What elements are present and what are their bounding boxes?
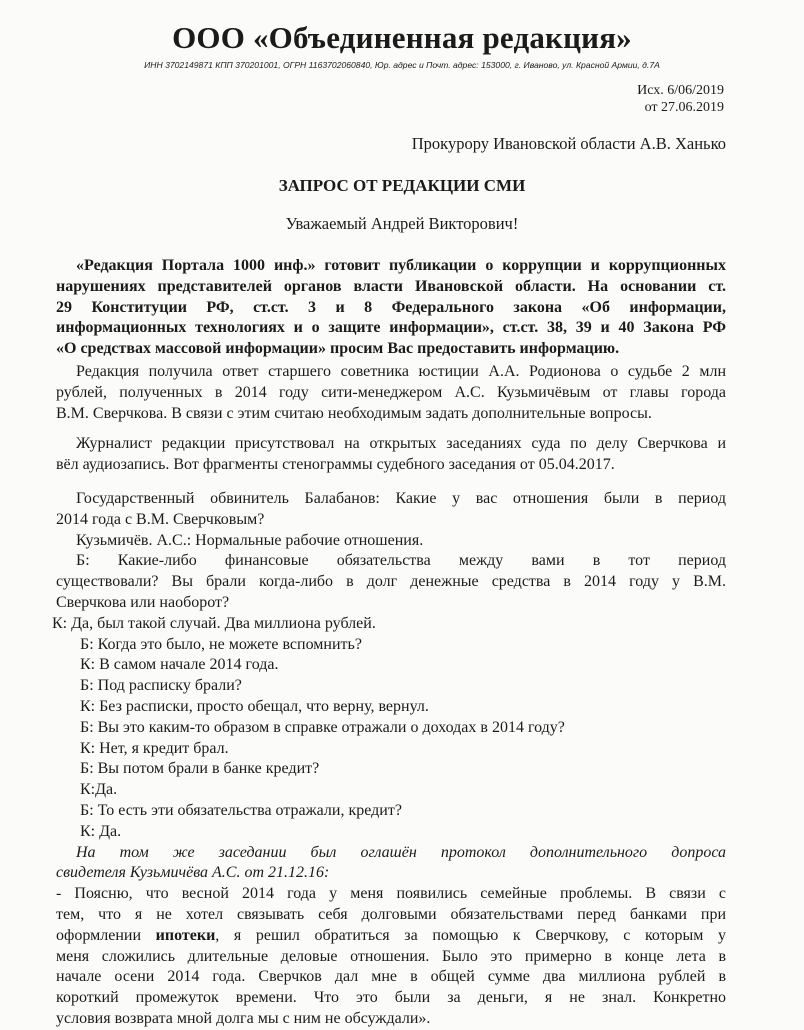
- testimony-line: короткий промежуток времени. Что это были за деньги, я не знал. Конкретно: [56, 989, 726, 1007]
- protocol-intro-line: свидетеля Кузьмичёва А.С. от 21.12.16:: [56, 864, 330, 882]
- journalist-line: Журналист редакции присутствовал на открытых заседаниях суда по делу Сверчкова и: [76, 435, 726, 452]
- transcript-line: Б: То есть эти обязательства отражали, кредит?: [80, 801, 402, 819]
- transcript-line: Кузьмичёв. А.С.: Нормальные рабочие отношения.: [76, 531, 424, 549]
- request-line: нарушениях представителей органов власти Ивановской области. На основании ст.: [56, 277, 726, 295]
- transcript-line: существовали? Вы брали когда-либо в долг денежные средства в 2014 году у В.М.: [56, 573, 726, 591]
- testimony-text: , я решил обратиться за помощью к Сверчкову, с которым у: [215, 926, 726, 944]
- journalist-paragraph: [56, 434, 726, 476]
- transcript-line: Б: Когда это было, не можете вспомнить?: [80, 635, 362, 653]
- request-line: «Редакция Портала 1000 инф.» готовит публикации о коррупции и коррупционных: [76, 257, 726, 274]
- request-line: «О средствах массовой информации» просим Вас предоставить информацию.: [56, 340, 620, 358]
- answer-paragraph: [56, 362, 726, 424]
- testimony-line: условия возврата мной долга мы с ним не обсуждали».: [56, 1009, 431, 1027]
- journalist-line: вёл аудиозапись. Вот фрагменты стенограммы судебного заседания от 05.04.2017.: [56, 455, 615, 473]
- request-line: информационных технологиях и о защите информации», ст.ст. 38, 39 и 40 Закона РФ: [56, 319, 726, 337]
- transcript-line: К:Да.: [80, 781, 118, 799]
- outgoing-number: Исх. 6/06/2019: [637, 83, 724, 98]
- transcript-line: К: Без расписки, просто обещал, что верну, вернул.: [80, 697, 429, 715]
- testimony-line: начале осени 2014 года. Сверчков дал мне в общей сумме два миллиона рублей в: [56, 968, 726, 986]
- request-line: 29 Конституции РФ, ст.ст. 3 и 8 Федерального закона «Об информации,: [56, 298, 726, 316]
- testimony-line: меня сложились длительные деловые отношения. Было это примерно в конце лета в: [56, 947, 726, 965]
- outgoing-date: от 27.06.2019: [644, 100, 724, 115]
- transcript-line: К: Да.: [80, 822, 122, 840]
- answer-line: Редакция получила ответ старшего советника юстиции А.А. Родионова о судьбе 2 млн: [76, 363, 726, 380]
- request-paragraph: [56, 256, 726, 360]
- testimony-emphasis: ипотеки: [155, 926, 216, 944]
- transcript-line: Б: Вы потом брали в банке кредит?: [80, 760, 320, 778]
- answer-line: рублей, полученных в 2014 году сити-менеджером А.С. Кузьмичёвым от главы города: [56, 383, 726, 401]
- transcript-line: К: В самом начале 2014 года.: [80, 656, 279, 674]
- transcript: [52, 489, 726, 1030]
- org-title: ООО «Объединенная редакция»: [172, 20, 632, 55]
- org-details: ИНН 3702149871 КПП 370201001, ОГРН 1163702060840, Юр. адрес и Почт. адрес: 153000, г. Иваново, ул. Красной Армии, д.7А: [144, 60, 660, 70]
- testimony-line: тем, что я не хотел связывать себя долговыми обязательствами перед банками при: [56, 905, 726, 923]
- transcript-line: 2014 года с В.М. Сверчковым?: [56, 510, 265, 528]
- answer-line: В.М. Сверчкова. В связи с этим считаю необходимым задать дополнительные вопросы.: [56, 404, 652, 422]
- transcript-line: К: Нет, я кредит брал.: [80, 739, 229, 757]
- transcript-line: Б: Вы это каким-то образом в справке отражали о доходах в 2014 году?: [80, 718, 565, 736]
- testimony-line: [56, 926, 726, 947]
- transcript-line: Б: Под расписку брали?: [80, 677, 242, 695]
- transcript-line: К: Да, был такой случай. Два миллиона рублей.: [52, 614, 376, 632]
- outgoing-reference: [637, 82, 724, 116]
- greeting: Уважаемый Андрей Викторович!: [285, 214, 519, 233]
- document-title: ЗАПРОС ОТ РЕДАКЦИИ СМИ: [278, 176, 526, 195]
- testimony-line: - Поясню, что весной 2014 года у меня появились семейные проблемы. В связи с: [56, 885, 726, 903]
- addressee: Прокурору Ивановской области А.В. Ханько: [411, 134, 726, 153]
- transcript-line: Государственный обвинитель Балабанов: Какие у вас отношения были в период: [76, 490, 726, 507]
- transcript-line: Б: Какие-либо финансовые обязательства между вами в тот период: [76, 552, 726, 570]
- protocol-intro-line: На том же заседании был оглашён протокол дополнительного допроса: [76, 843, 726, 861]
- transcript-line: Сверчкова или наоборот?: [56, 593, 230, 611]
- testimony-text: оформлении: [56, 926, 156, 944]
